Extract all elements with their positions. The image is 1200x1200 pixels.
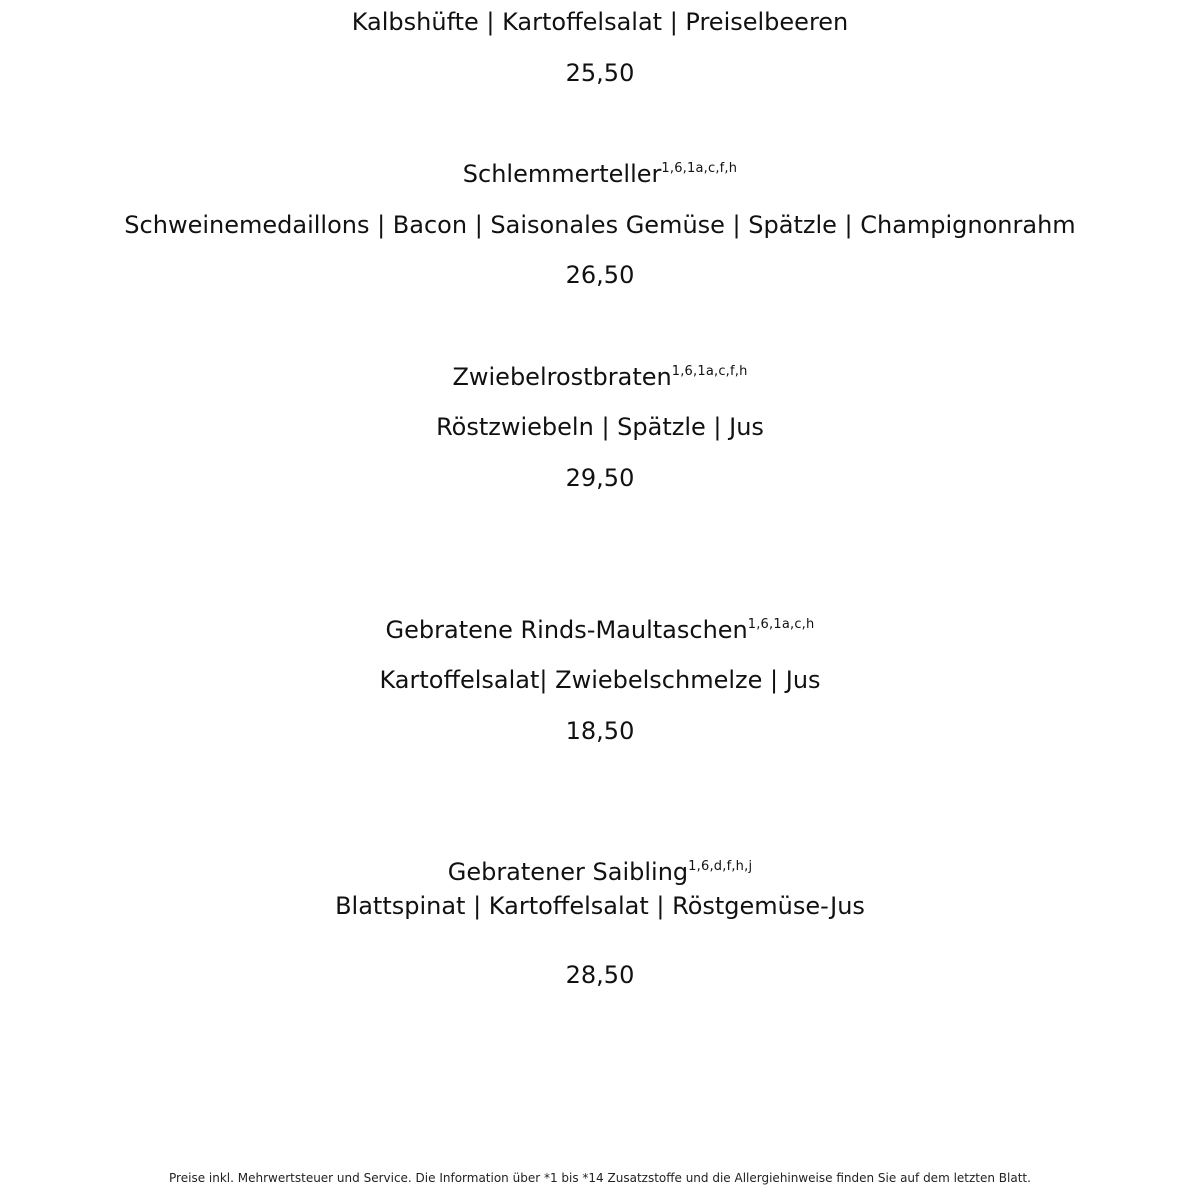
menu-item-4-description: Blattspinat | Kartoffelsalat | Röstgemüse-Jus xyxy=(335,892,865,920)
menu-item-0-price: 25,50 xyxy=(565,59,635,87)
menu-item-3-description: Kartoffelsalat| Zwiebelschmelze | Jus xyxy=(379,666,821,694)
menu-item-2-allergens: 1,6,1a,c,f,h xyxy=(671,364,748,379)
menu-item-4-name: Gebratener Saibling xyxy=(447,858,689,886)
menu-item-4-allergens: 1,6,d,f,h,j xyxy=(688,859,753,874)
menu-item-2-price: 29,50 xyxy=(565,464,635,492)
menu-item-3-price: 18,50 xyxy=(565,717,635,745)
menu-item-0-description: Kalbshüfte | Kartoffelsalat | Preiselbeeren xyxy=(351,8,849,36)
menu-item-3-allergens: 1,6,1a,c,h xyxy=(747,617,815,632)
menu-item-1-title xyxy=(0,159,1200,189)
menu-item-3-title xyxy=(0,615,1200,645)
menu-item-2-title xyxy=(0,362,1200,392)
menu-item-1-name: Schlemmerteller xyxy=(462,160,662,188)
menu-item-4-title xyxy=(0,857,1200,887)
menu-item-1-price: 26,50 xyxy=(565,261,635,289)
menu-item-1-description: Schweinemedaillons | Bacon | Saisonales Gemüse | Spätzle | Champignonrahm xyxy=(124,211,1076,239)
menu-item-1-allergens: 1,6,1a,c,f,h xyxy=(661,161,738,176)
menu-item-3-name: Gebratene Rinds-Maultaschen xyxy=(385,616,748,644)
footer-note: Preise inkl. Mehrwertsteuer und Service. Die Information über *1 bis *14 Zusatzstoffe und die Allergiehinweise finden Sie auf dem letzten Blatt. xyxy=(169,1171,1031,1185)
menu-item-2-description: Röstzwiebeln | Spätzle | Jus xyxy=(436,413,764,441)
menu-item-4-price: 28,50 xyxy=(565,961,635,989)
menu-item-2-name: Zwiebelrostbraten xyxy=(452,363,672,391)
